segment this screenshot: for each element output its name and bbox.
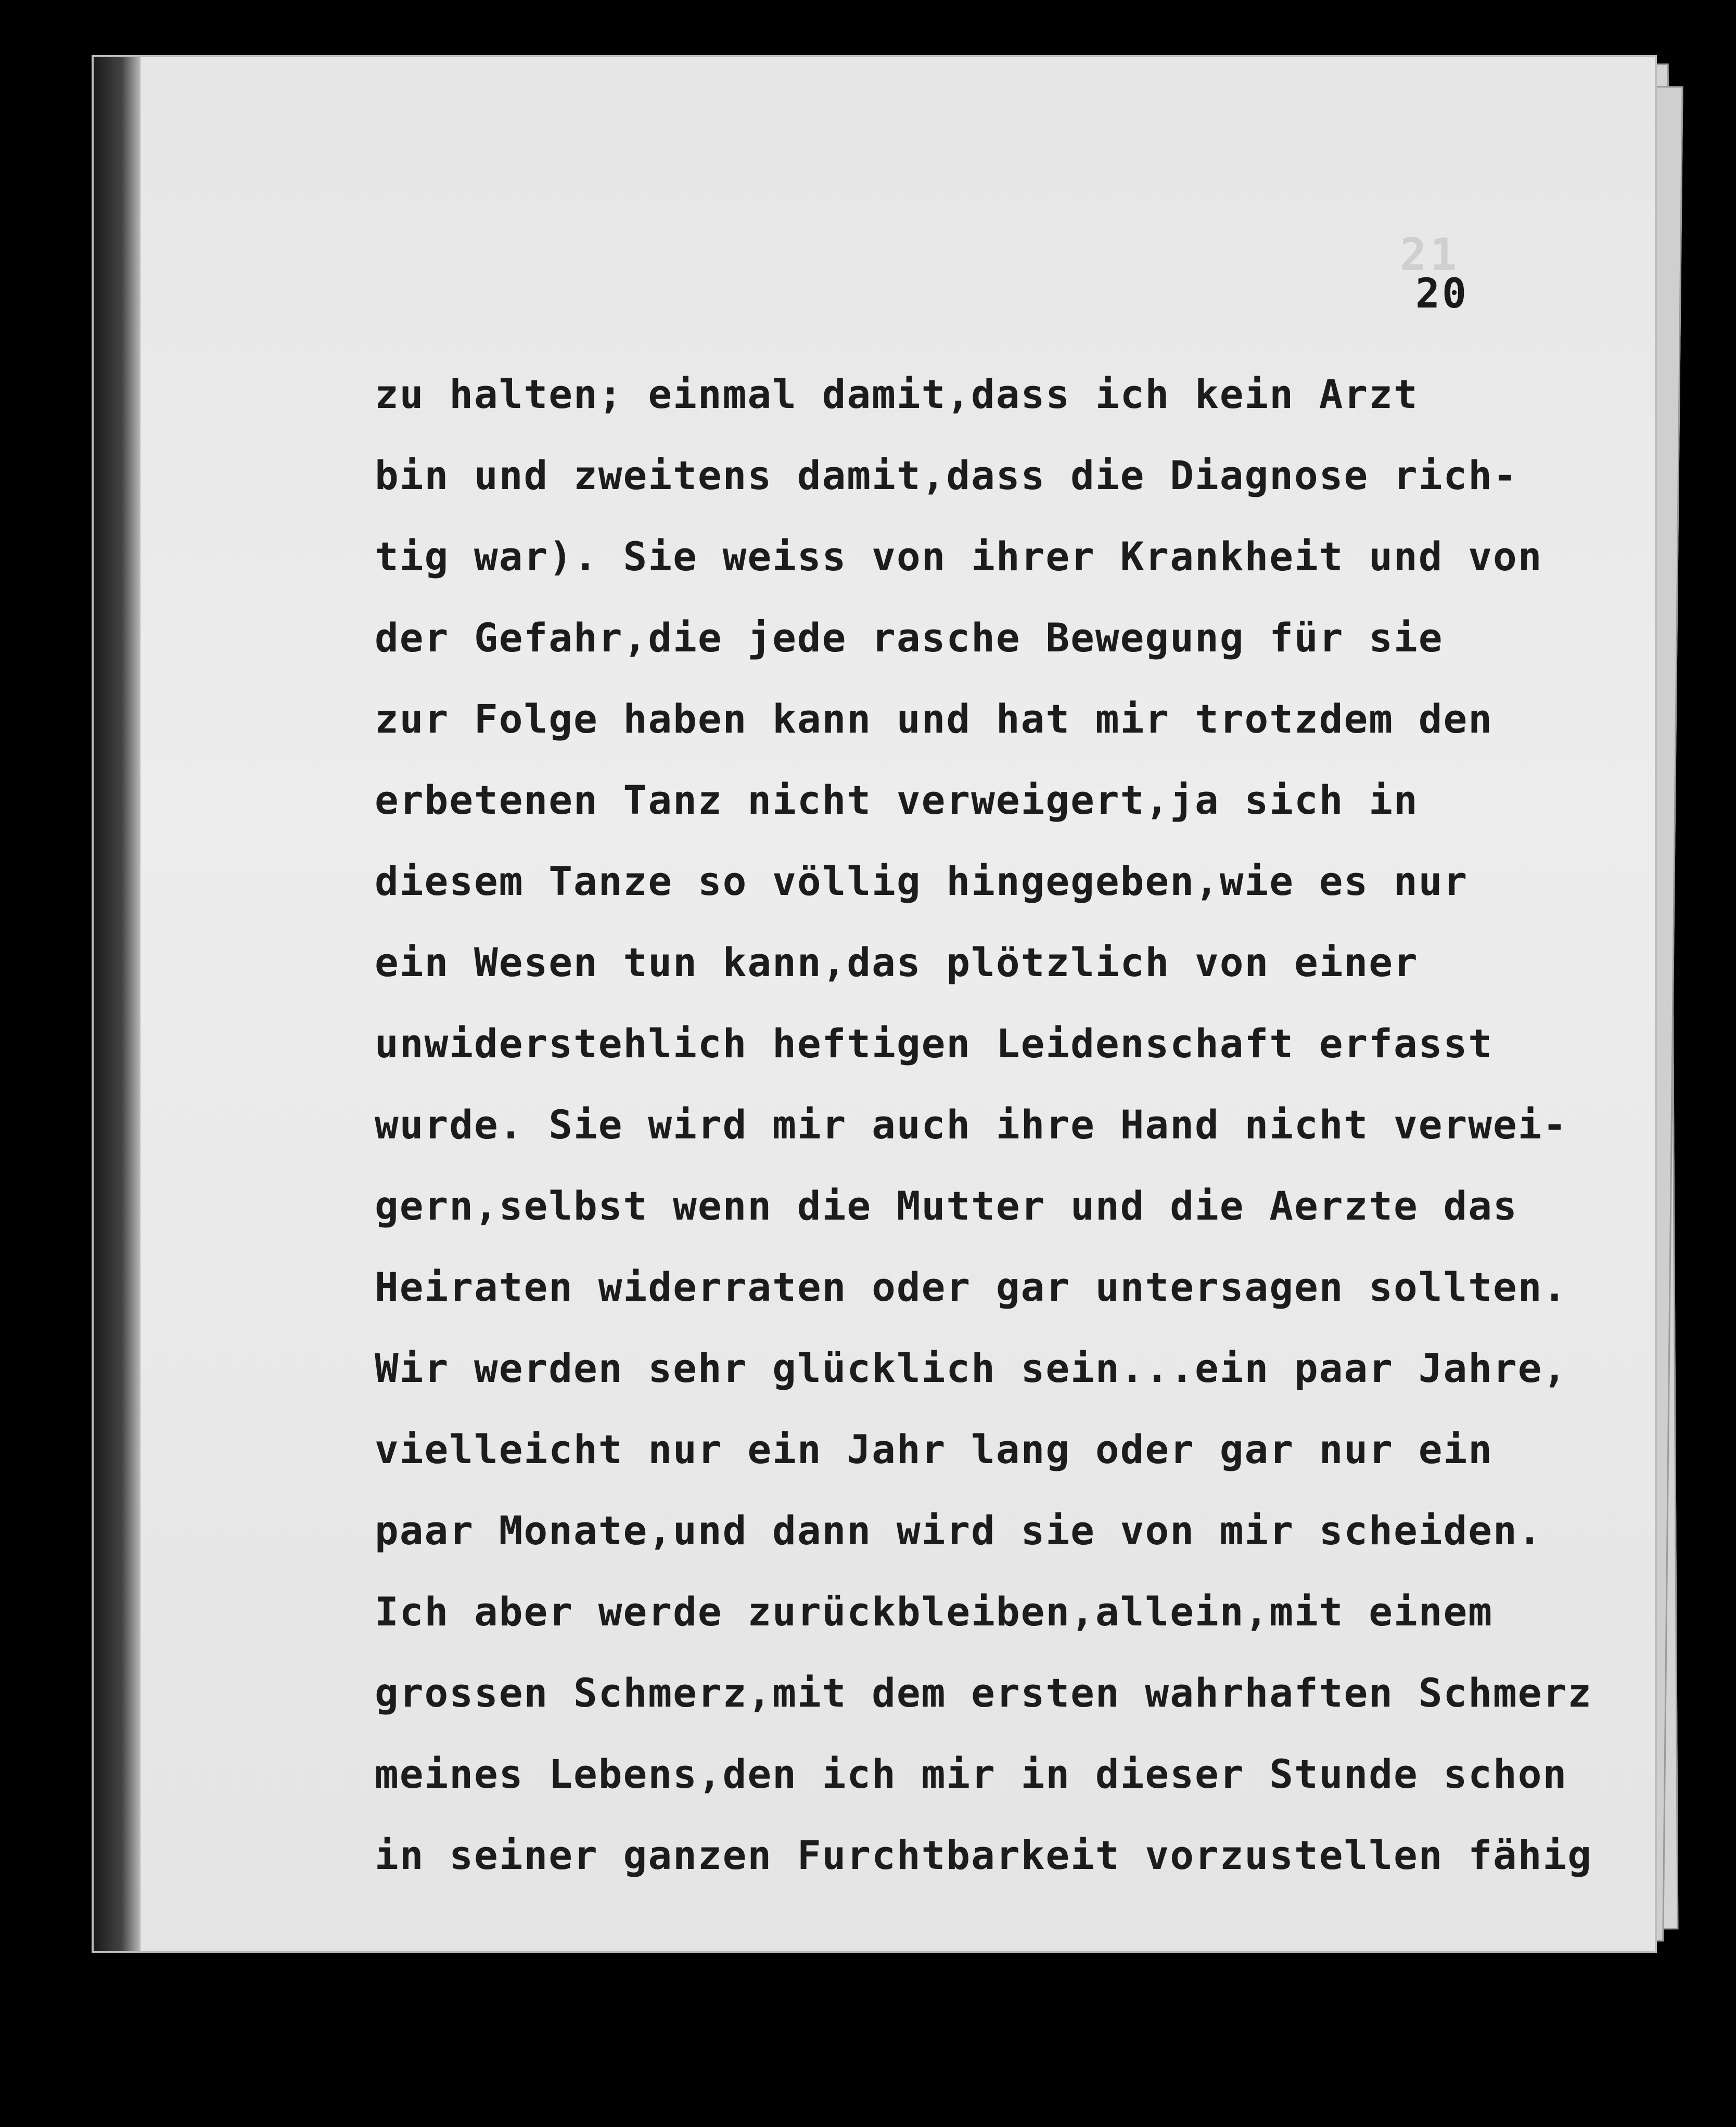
text-line: in seiner ganzen Furchtbarkeit vorzustellen fähig xyxy=(375,1832,1593,1878)
bleed-through-page-number: 21 xyxy=(1400,229,1460,281)
text-line: Ich aber werde zurückbleiben,allein,mit einem xyxy=(375,1588,1494,1635)
text-line: erbetenen Tanz nicht verweigert,ja sich in xyxy=(375,777,1419,823)
text-line: diesem Tanze so völlig hingegeben,wie es nur xyxy=(375,858,1469,904)
text-line: zu halten; einmal damit,dass ich kein Arzt xyxy=(375,371,1419,417)
text-line: paar Monate,und dann wird sie von mir scheiden. xyxy=(375,1507,1543,1554)
typewritten-text xyxy=(375,354,1702,1896)
text-line: bin und zweitens damit,dass die Diagnose rich- xyxy=(375,452,1518,498)
text-line: tig war). Sie weiss von ihrer Krankheit und von xyxy=(375,533,1543,580)
text-line: grossen Schmerz,mit dem ersten wahrhaften Schmerz xyxy=(375,1670,1593,1716)
page-number: 20 xyxy=(1415,271,1469,317)
text-line: meines Lebens,den ich mir in dieser Stunde schon xyxy=(375,1751,1568,1797)
document-page xyxy=(94,57,1655,1951)
text-line: gern,selbst wenn die Mutter und die Aerzte das xyxy=(375,1183,1518,1229)
text-line: wurde. Sie wird mir auch ihre Hand nicht verwei- xyxy=(375,1101,1568,1148)
text-line: vielleicht nur ein Jahr lang oder gar nur ein xyxy=(375,1426,1494,1472)
text-line: Heiraten widerraten oder gar untersagen sollten. xyxy=(375,1264,1568,1310)
text-line: zur Folge haben kann und hat mir trotzdem den xyxy=(375,696,1494,742)
text-line: Wir werden sehr glücklich sein...ein paar Jahre, xyxy=(375,1345,1568,1391)
scan-edge xyxy=(94,57,141,1951)
text-line: unwiderstehlich heftigen Leidenschaft erfasst xyxy=(375,1020,1494,1067)
text-line: ein Wesen tun kann,das plötzlich von einer xyxy=(375,939,1419,985)
text-line: der Gefahr,die jede rasche Bewegung für sie xyxy=(375,614,1444,661)
